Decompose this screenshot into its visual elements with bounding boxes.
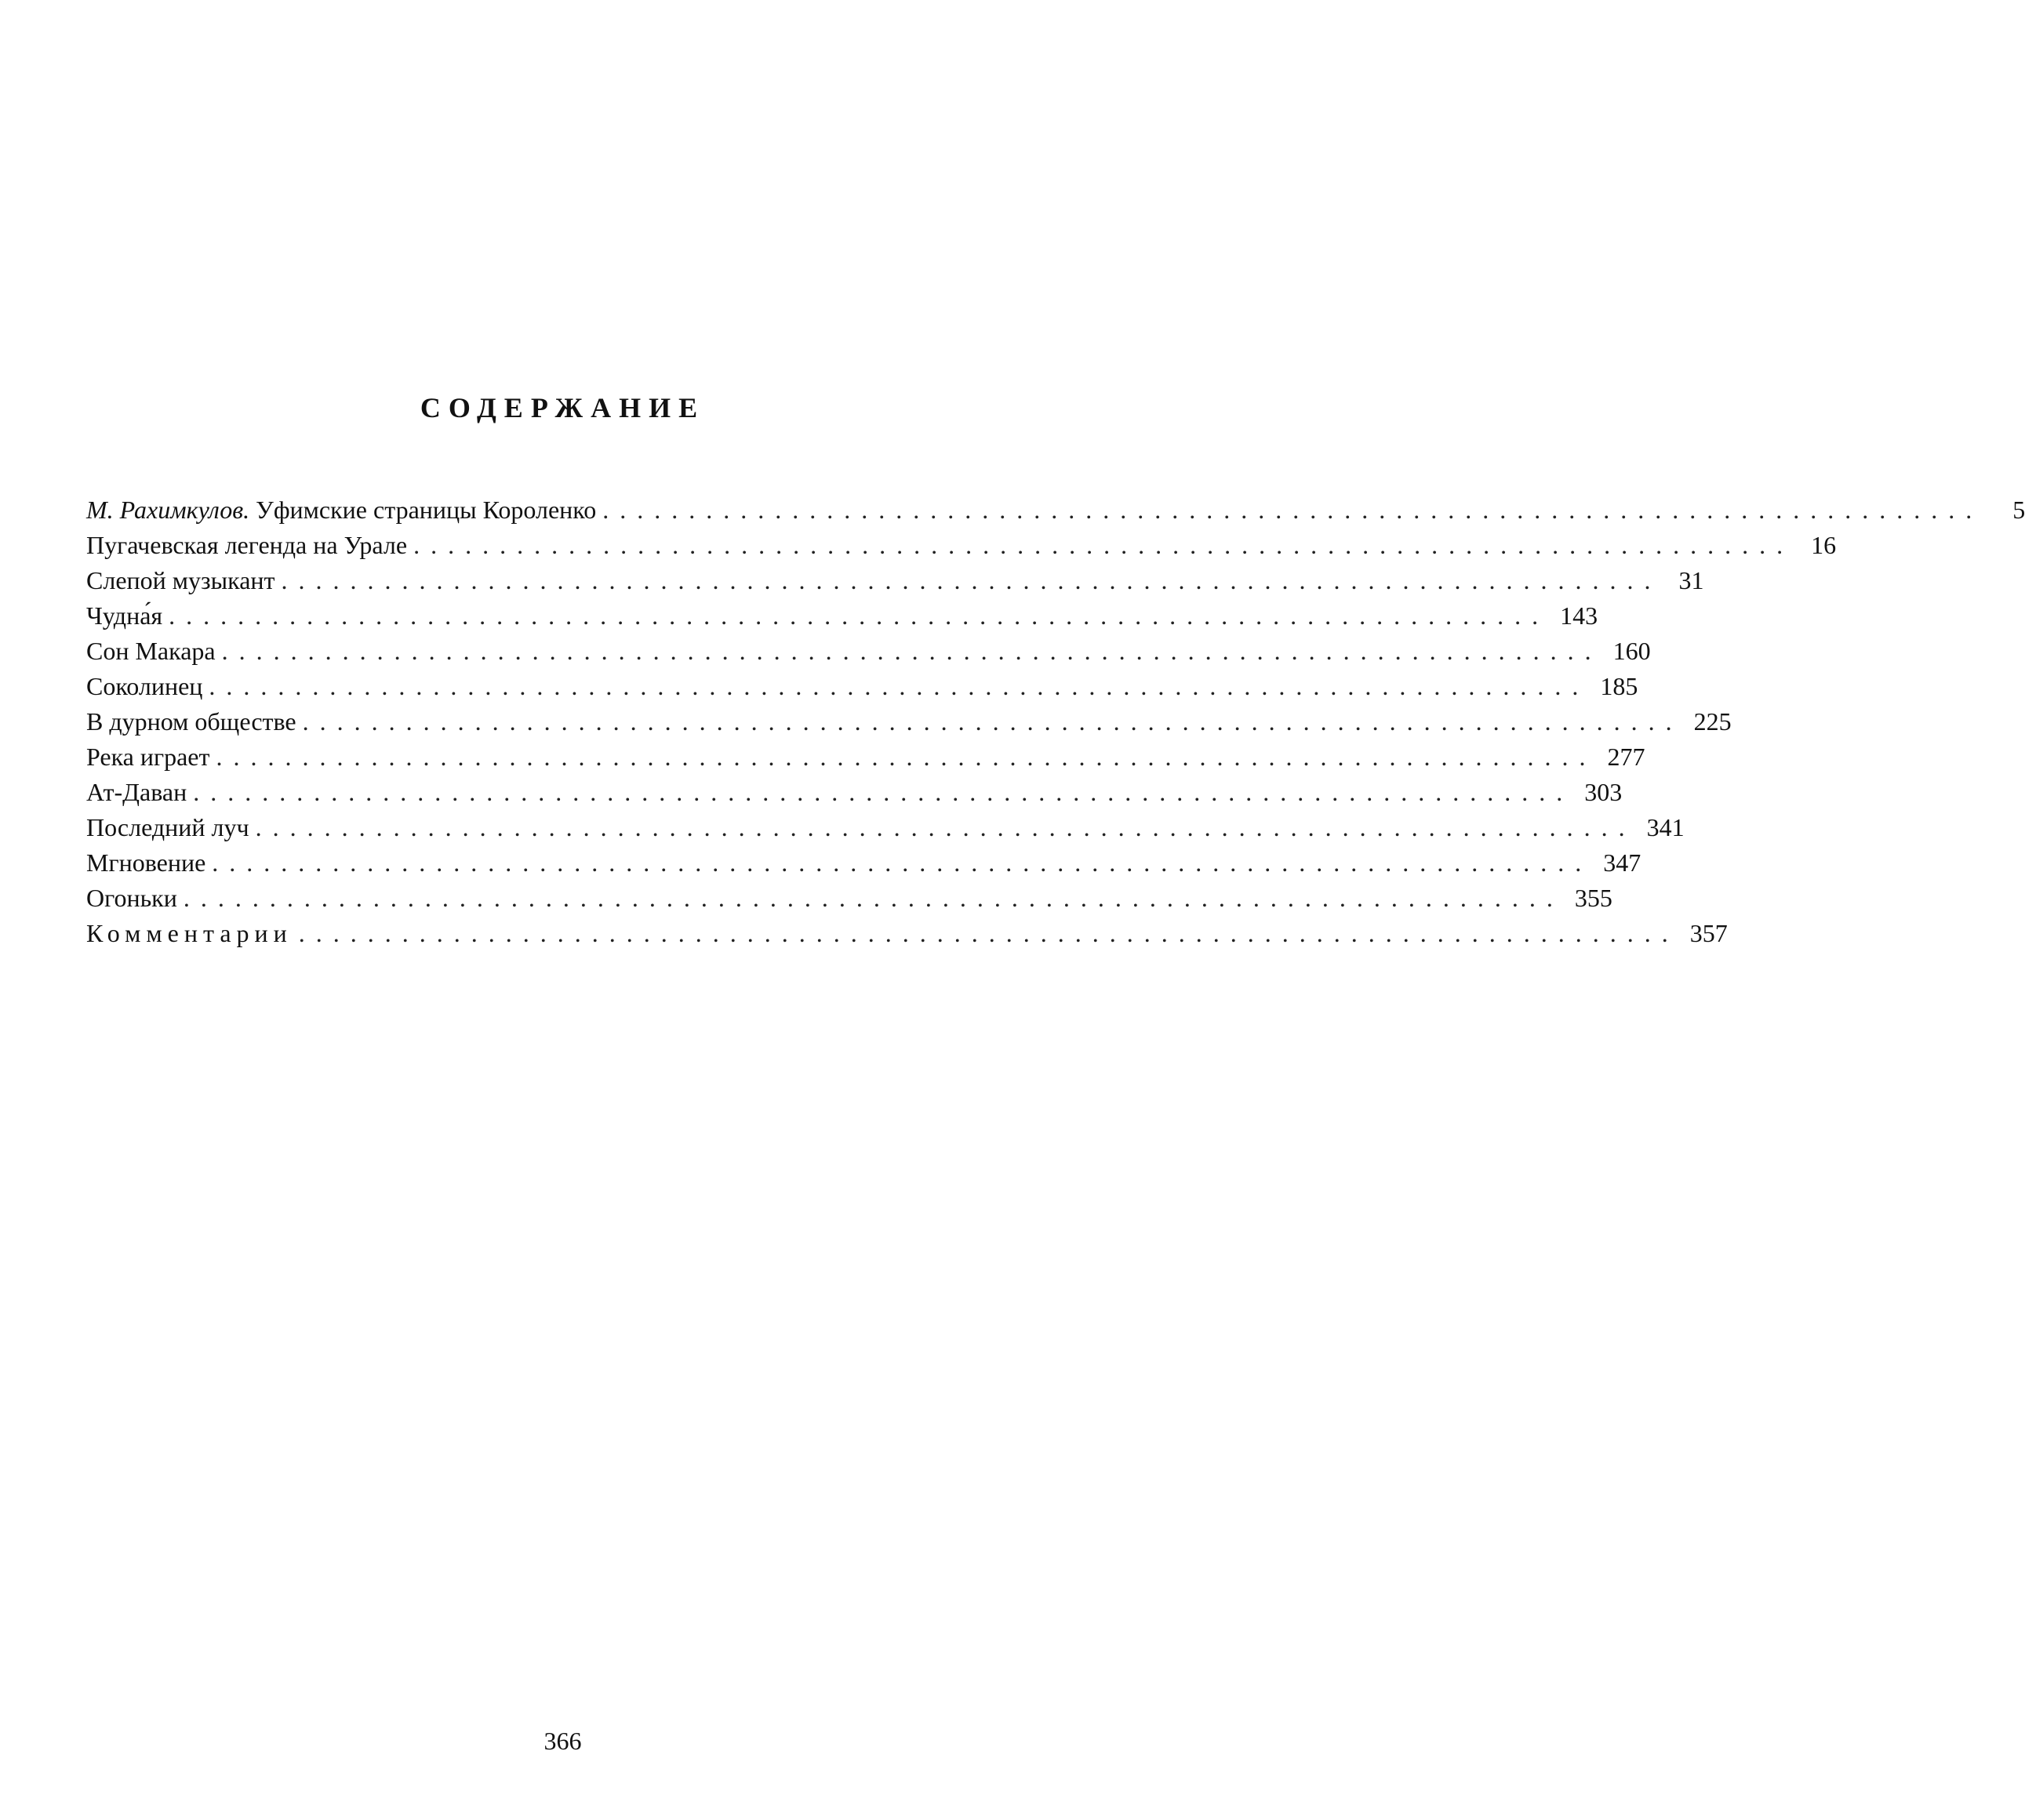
- entry-title: Комментарии: [86, 919, 293, 947]
- dot-leader: ................................................................................: [216, 743, 1597, 771]
- entry-page-number: 160: [1612, 637, 1651, 665]
- entry-page-number: 277: [1607, 743, 1645, 771]
- entry-page-number: 341: [1646, 813, 1685, 841]
- entry-page-number: 303: [1584, 778, 1623, 806]
- dot-leader: ................................................................................: [212, 848, 1593, 877]
- toc-entry: [86, 739, 1645, 775]
- entry-page-number: 143: [1560, 601, 1598, 630]
- dot-leader: ................................................................................: [302, 707, 1683, 736]
- dot-leader: ................................................................................: [413, 531, 1794, 559]
- entry-title: В дурном обществе: [86, 707, 296, 736]
- toc-entry: [86, 492, 2025, 528]
- entry-page-number: 31: [1678, 566, 1704, 594]
- toc-entry: [86, 775, 1623, 810]
- dot-leader: ................................................................................: [281, 566, 1662, 594]
- entry-title: Уфимские страницы Короленко: [256, 496, 597, 524]
- toc-entry: [86, 881, 1612, 916]
- page-number: 366: [544, 1727, 582, 1755]
- entry-title: Слепой музыкант: [86, 566, 275, 594]
- toc-entry: [86, 563, 1704, 598]
- toc-entry: [86, 845, 1641, 881]
- toc-entry: [86, 669, 1638, 704]
- entry-title: Сон Макара: [86, 637, 216, 665]
- page-title: СОДЕРЖАНИЕ: [420, 392, 706, 423]
- entry-page-number: 355: [1574, 884, 1612, 912]
- dot-leader: ................................................................................: [193, 778, 1574, 806]
- entry-title: Огоньки: [86, 884, 177, 912]
- dot-leader: ................................................................................: [255, 813, 1636, 841]
- entry-title: Ат-Даван: [86, 778, 187, 806]
- entry-page-number: 16: [1811, 531, 1837, 559]
- table-of-contents: [86, 492, 2025, 951]
- entry-title: Соколинец: [86, 672, 203, 700]
- toc-entry: [86, 916, 1728, 951]
- entry-author: М. Рахимкулов.: [86, 496, 250, 524]
- entry-title: Пугачевская легенда на Урале: [86, 531, 408, 559]
- toc-entry: [86, 634, 1651, 669]
- dot-leader: ................................................................................: [602, 496, 1983, 524]
- dot-leader: ................................................................................: [221, 637, 1602, 665]
- dot-leader: ................................................................................: [298, 919, 1679, 947]
- dot-leader: ................................................................................: [209, 672, 1590, 700]
- toc-entry: [86, 528, 1837, 563]
- toc-entry: [86, 598, 1598, 634]
- entry-title: Чудна́я: [86, 601, 163, 630]
- entry-page-number: 347: [1603, 848, 1641, 877]
- entry-page-number: 357: [1689, 919, 1728, 947]
- dot-leader: ................................................................................: [169, 601, 1550, 630]
- entry-page-number: 225: [1693, 707, 1732, 736]
- entry-page-number: 5: [2012, 496, 2025, 524]
- entry-page-number: 185: [1600, 672, 1638, 700]
- entry-title: Мгновение: [86, 848, 206, 877]
- toc-entry: [86, 704, 1732, 739]
- toc-entry: [86, 810, 1685, 845]
- dot-leader: ................................................................................: [183, 884, 1564, 912]
- entry-title: Река играет: [86, 743, 210, 771]
- entry-title: Последний луч: [86, 813, 249, 841]
